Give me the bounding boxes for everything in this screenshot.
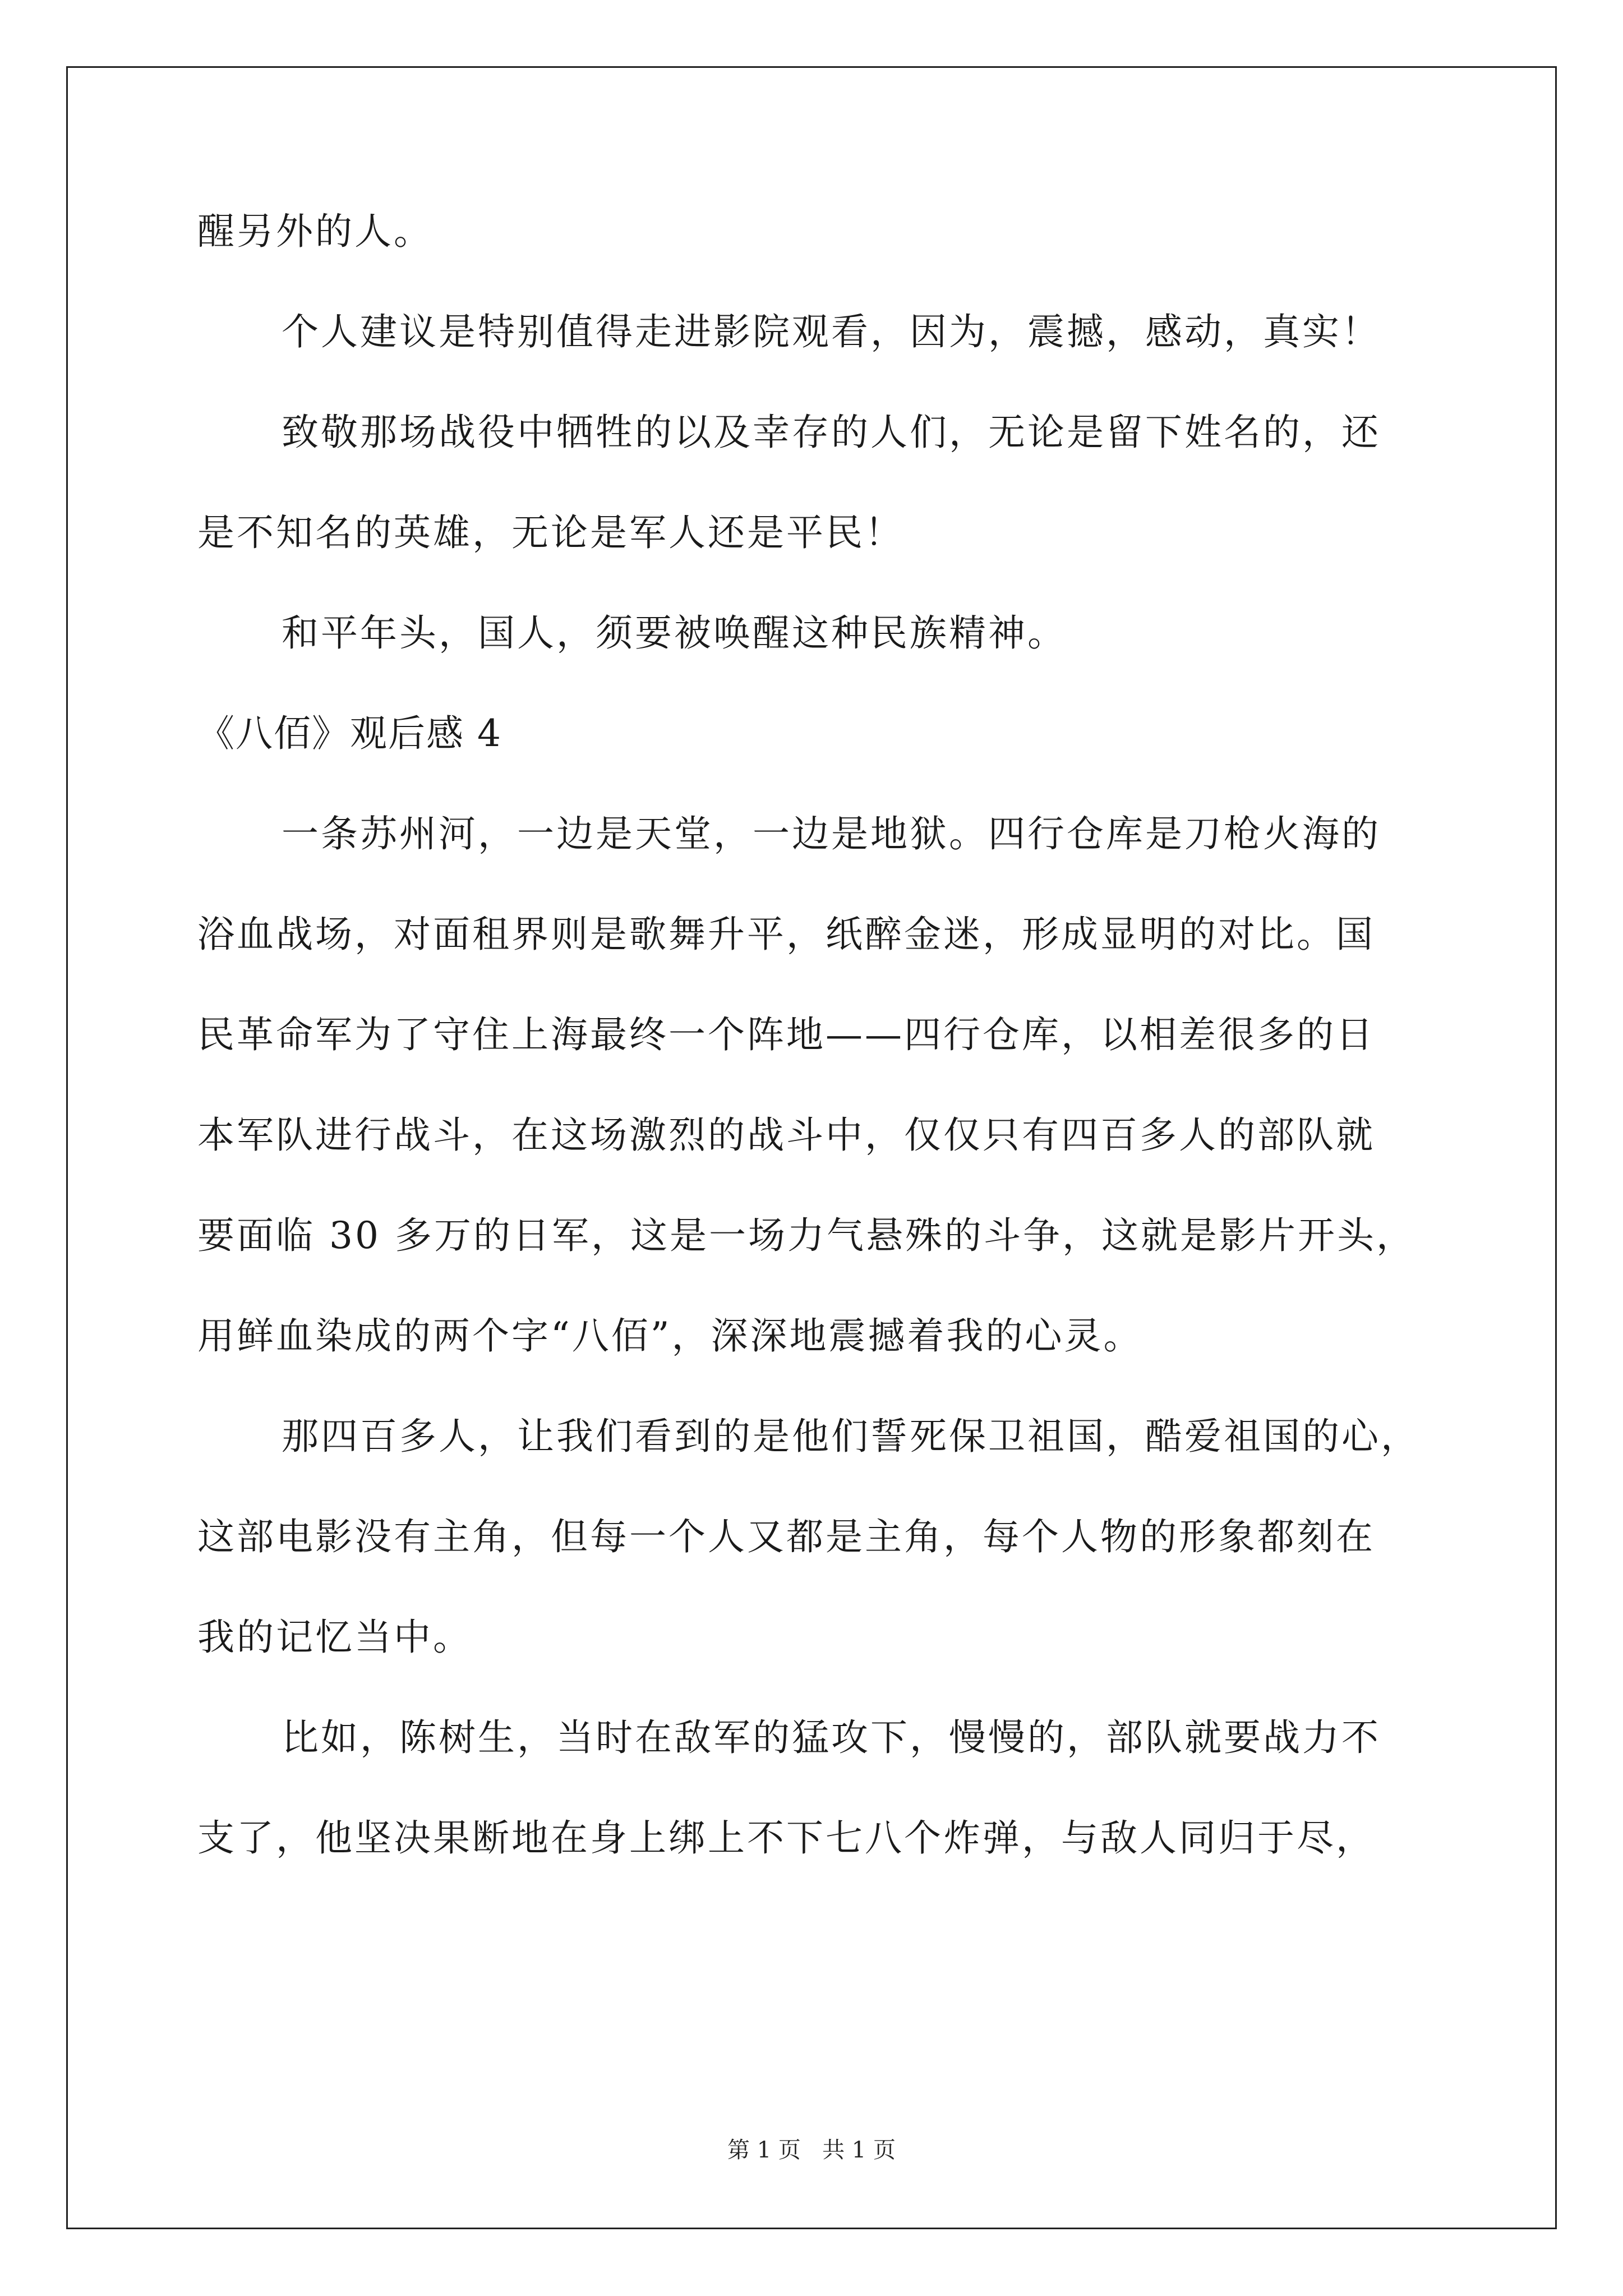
text-line: 这部电影没有主角，但每一个人又都是主角，每个人物的形象都刻在 [197,1515,1375,1558]
paragraph-start: 一条苏州河，一边是天堂，一边是地狱。四行仓库是刀枪火海的 [282,812,1381,855]
text-line: 浴血战场，对面租界则是歌舞升平，纸醉金迷，形成显明的对比。国 [197,913,1375,956]
paragraph-start: 和平年头，国人，须要被唤醒这种民族精神。 [282,611,1067,655]
paragraph-start: 个人建议是特别值得走进影院观看，因为，震撼，感动，真实！ [282,310,1381,353]
paragraph-start: 致敬那场战役中牺牲的以及幸存的人们，无论是留下姓名的，还 [282,411,1381,454]
text-line: 用鲜血染成的两个字“八佰”，深深地震撼着我的心灵。 [197,1314,1143,1358]
text-line: 民革命军为了守住上海最终一个阵地——四行仓库，以相差很多的日 [197,1013,1375,1056]
section-heading: 《八佰》观后感 4 [197,712,502,755]
text-line: 要面临 30 多万的日军，这是一场力气悬殊的斗争，这就是影片开头， [197,1214,1415,1257]
text-line: 我的记忆当中。 [197,1616,472,1659]
paragraph-start: 那四百多人，让我们看到的是他们誓死保卫祖国，酷爱祖国的心， [282,1415,1420,1458]
text-line: 本军队进行战斗，在这场激烈的战斗中，仅仅只有四百多人的部队就 [197,1114,1375,1157]
page-footer: 第 1 页 共 1 页 [727,2137,896,2163]
text-line: 醒另外的人。 [197,210,433,253]
text-line: 是不知名的英雄，无论是军人还是平民！ [197,511,904,554]
paragraph-start: 比如，陈树生，当时在敌军的猛攻下，慢慢的，部队就要战力不 [282,1716,1381,1759]
text-line: 支了，他坚决果断地在身上绑上不下七八个炸弹，与敌人同归于尽， [197,1816,1375,1860]
